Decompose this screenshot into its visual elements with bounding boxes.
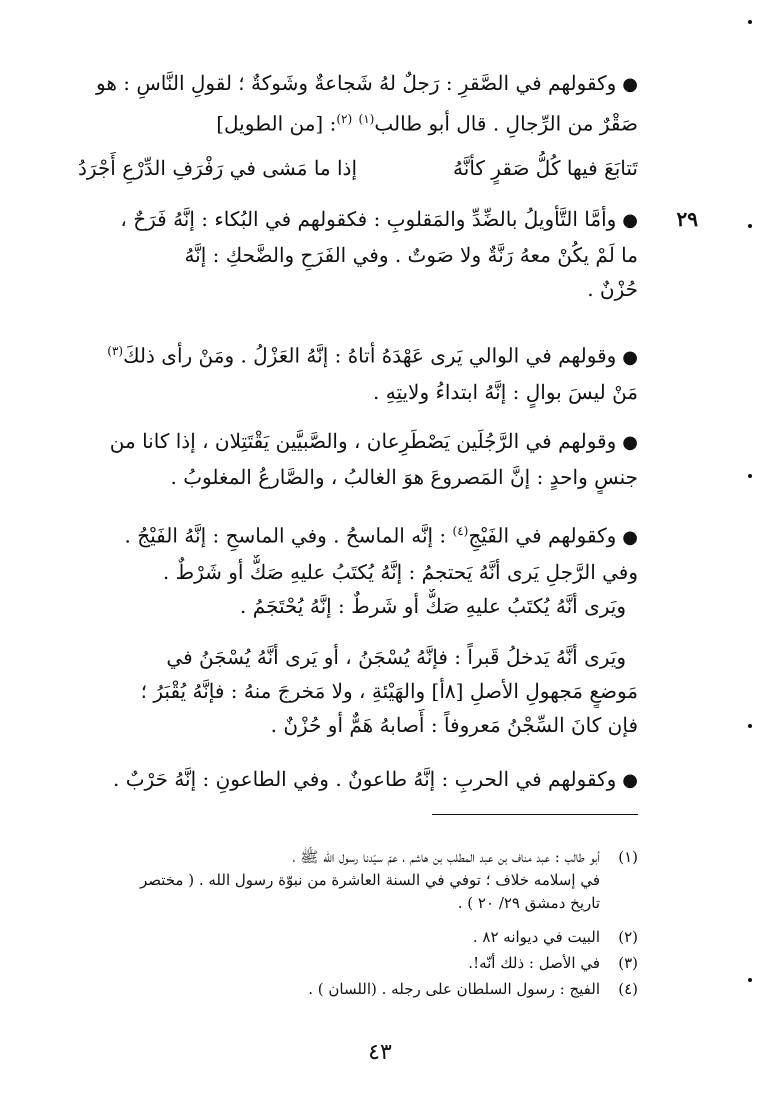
text-run: صَقْرٌ من الرِّجالِ . قال أبو طالب xyxy=(374,111,638,136)
paragraph-number: ٢٩ xyxy=(676,207,698,231)
paragraph-fayj xyxy=(78,514,638,623)
page-number: ٤٣ xyxy=(368,1040,392,1065)
paragraph-opposite-interpretation xyxy=(78,202,698,306)
text-line: فإن كانَ السِّجْنُ مَعروفاً : أَصابهُ هَمٌّ أو حُزْنٌ . xyxy=(270,713,638,737)
text-run: وقولهم في الرَّجُلَين يَصْطَرِعان ، والصَّبيَّين يَقْتَتِلان ، إذا كانا من xyxy=(109,429,617,453)
footnote-ref: (٢) xyxy=(336,112,353,126)
footnote-line: تاريخ دمشق ٢٩/ ٢٠ ) . xyxy=(457,894,600,912)
text-line: مَنْ ليسَ بوالٍ : إنَّهُ ابتداءُ ولايتِهِ . xyxy=(373,379,638,404)
paragraph-war xyxy=(78,762,638,798)
text-run: وقولهم في الوالي يَرى عَهْدَهُ أتاهُ : إنَّهُ العَزْلُ . ومَنْ رأى ذلكَ xyxy=(123,343,617,368)
text-run: : [من الطويل] xyxy=(216,111,337,136)
bullet-icon: ● xyxy=(622,770,638,791)
paragraph-grave xyxy=(78,640,638,742)
text-line: حُزْنٌ . xyxy=(587,277,638,301)
text-line xyxy=(78,66,638,102)
footnote xyxy=(78,952,638,975)
margin-mark xyxy=(748,20,752,24)
footnote-ref: (٣) xyxy=(107,344,124,358)
margin-mark xyxy=(748,724,752,728)
text-run: وكقولهم في الصَّقرِ : رَجلٌ لهُ شَجاعةٌ وشَوكةٌ ؛ لقولِ النَّاسِ : هو xyxy=(95,71,617,95)
bullet-icon: ● xyxy=(622,432,638,453)
text-line: ما لَمْ يكُنْ معهُ رَنَّةٌ ولا صَوتٌ . وفي الفَرَحِ والضَّحكِ : إنَّهُ xyxy=(184,243,638,267)
text-line: ويَرى أنَّهُ يُكتَبُ عليهِ صَكٌّ أو شَرطٌ : إنَّهُ يُحْتَجَمُ . xyxy=(240,593,626,618)
text-run: وكقولهم في الفَيْجِ xyxy=(468,523,617,548)
footnote-text: البيت في ديوانه ٨٢ . xyxy=(472,928,600,946)
footnote-number: (٤) xyxy=(618,980,638,998)
footnote xyxy=(78,846,638,915)
text-line xyxy=(78,514,638,555)
footnote-line xyxy=(78,846,638,869)
footnote-text: أبو طالب : عبد مناف بن عبد المطلب بن هاشم ، عمّ سيّدنا رسول الله ﷺ ، xyxy=(292,848,600,866)
bullet-icon: ● xyxy=(622,346,638,368)
margin-mark xyxy=(748,978,752,982)
footnote-divider xyxy=(432,814,638,815)
verse-hemistich-left: إذا ما مَشى في رَفْرَفِ الدِّرْعِ أَجْرَدُ xyxy=(78,155,358,180)
bullet-icon: ● xyxy=(622,210,638,231)
text-line xyxy=(78,424,638,460)
verse-hemistich-right: تَتابَعَ فيها كُلُّ صَقرٍ كأنَّهُ xyxy=(453,155,638,180)
paragraph-wrestlers xyxy=(78,424,638,494)
footnote-ref: (٤) xyxy=(452,524,469,538)
footnote-line: في إسلامه خلاف ؛ توفي في السنة العاشرة من نبوّة رسول الله . ( مختصر xyxy=(139,871,600,889)
footnote-text: الفيج : رسول السلطان على رجله . (اللسان ) . xyxy=(308,980,600,998)
footnote-number: (٢) xyxy=(618,928,638,946)
verse-line xyxy=(78,151,638,185)
text-line: مَوضعٍ مَجهولِ الأصلِ [٨أ] والهَيْئةِ ، ولا مَخرجَ منهُ : فإنَّهُ يُقْبَرُ ؛ xyxy=(140,679,638,703)
footnote-number: (٣) xyxy=(618,954,638,972)
text-run: وكقولهم في الحربِ : إنَّهُ طاعونٌ . وفي الطاعونِ : إنَّهُ حَرْبٌ . xyxy=(113,767,617,791)
footnote-line xyxy=(78,952,638,975)
text-line xyxy=(78,102,638,141)
margin-mark xyxy=(748,474,752,478)
footnote-number: (١) xyxy=(618,848,638,866)
text-line: ويَرى أنَّهُ يَدخلُ قَبراً : فإنَّهُ يُسْجَنُ ، أو يَرى أنَّهُ يُسْجَنُ في xyxy=(166,645,626,669)
bullet-icon: ● xyxy=(622,74,638,95)
footnote xyxy=(78,926,638,949)
text-run: : إنَّه الماسحُ . وفي الماسحِ : إنَّهُ الفَيْجُ . xyxy=(124,523,447,548)
text-line: جنسٍ واحدٍ : إنَّ المَصروعَ هوَ الغالبُ ، والصَّارعُ المغلوبُ . xyxy=(170,465,638,489)
footnote xyxy=(78,978,638,1001)
text-line: وفي الرَّجلِ يَرى أنَّهُ يَحتجمُ : إنَّهُ يُكتَبُ عليهِ صَكٌّ أو شَرْطٌ . xyxy=(162,559,638,584)
footnote-text: في الأصل : ذلك أنّه!. xyxy=(468,954,600,972)
margin-mark xyxy=(748,224,752,228)
text-line xyxy=(78,334,638,375)
paragraph-saqr xyxy=(78,66,638,185)
footnote-line xyxy=(78,926,638,949)
footnote-ref: (١) xyxy=(358,112,375,126)
text-line xyxy=(78,762,638,798)
paragraph-wali xyxy=(78,334,638,409)
bullet-icon: ● xyxy=(622,526,638,548)
text-run: وأمَّا التَّأويلُ بالضِّدِّ والمَقلوبِ : فكقولهم في البُكاء : إنَّهُ فَرَحٌ ، xyxy=(120,207,617,231)
text-line xyxy=(78,202,638,238)
footnote-line xyxy=(78,978,638,1001)
